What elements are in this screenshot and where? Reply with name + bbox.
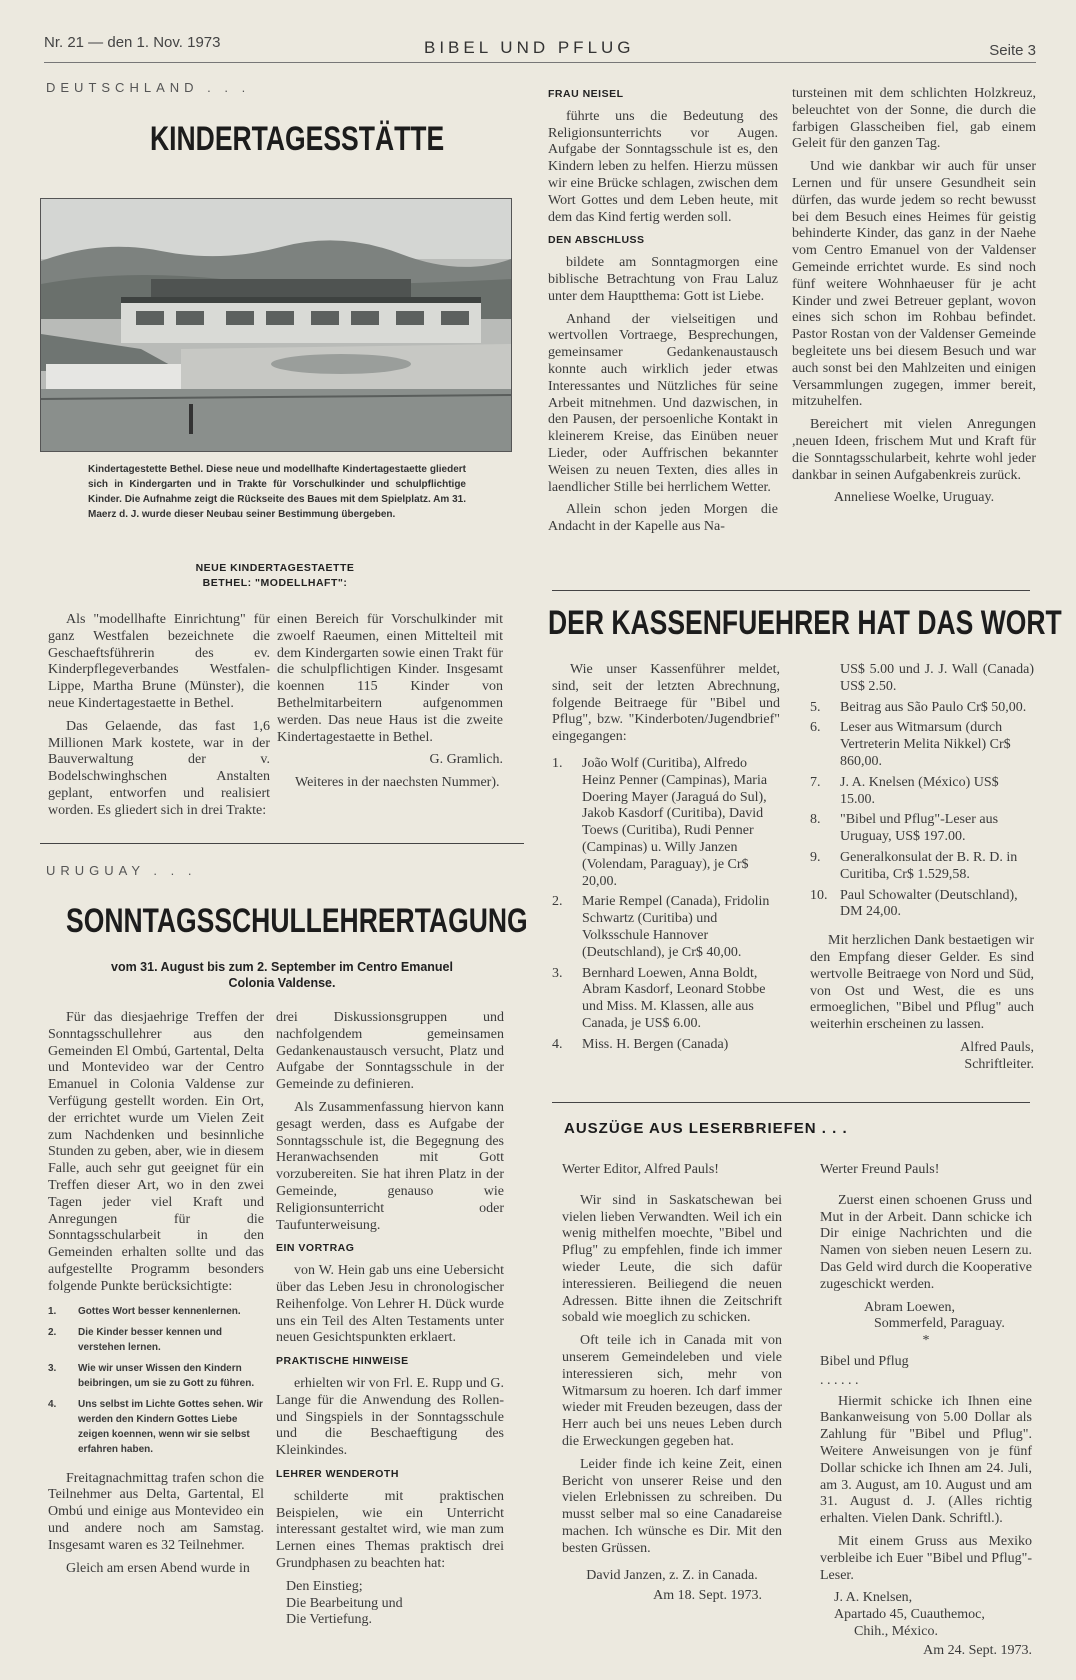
list-item: 3. Bernhard Loewen, Anna Boldt, Abram Kasdorf, Leonard Stobbe und Miss. M. Klassen, alle aus Canada, je US$ 6.00. xyxy=(552,965,766,1031)
paragraph: Zuerst einen schoenen Gruss und Mut in der Arbeit. Dann schicke ich Dir einige Nachrichten und die Namen von sieben neuen Lesern zu. Das Geld wird durch die Kooperative zugeschickt werden. xyxy=(820,1192,1032,1292)
paragraph: tursteinen mit dem schlichten Holzkreuz, beleuchtet von der Sonne, die durch die farbigen Glasscheiben fiel, gab einem Geleit für den ganzen Tag. xyxy=(792,86,1036,152)
uruguay-column-4 xyxy=(792,86,1036,513)
letter-signature: Abram Loewen, xyxy=(864,1299,955,1315)
ellipsis: . . . . . . xyxy=(820,1372,859,1388)
headline-sonntagsschullehrertagung: SONNTAGSSCHULLEHRERTAGUNG xyxy=(66,902,528,940)
list-item: 2. Die Kinder besser kennen und verstehen lernen. xyxy=(48,1326,222,1353)
subhead-lehrer-wenderoth: LEHRER WENDEROTH xyxy=(276,1467,399,1480)
list-item: 6. Leser aus Witmarsum (durch Vertreterin Melita Nikkel) Cr$ 860,00. xyxy=(810,720,1011,769)
headline-kassenfuehrer: DER KASSENFUEHRER HAT DAS WORT xyxy=(548,604,1062,642)
subhead-vortrag: EIN VORTRAG xyxy=(276,1242,355,1255)
issue-date: Nr. 21 — den 1. Nov. 1973 xyxy=(44,34,221,51)
kita-column-right xyxy=(277,612,503,798)
letters-column-left xyxy=(562,1162,782,1611)
separator-star: * xyxy=(922,1333,930,1349)
phase-2: Die Bearbeitung und xyxy=(286,1595,403,1611)
kasse-column-left xyxy=(552,662,780,1058)
paragraph: einen Bereich für Vorschulkinder mit zwoelf Raeumen, einen Mittelteil mit dem Kindergarten sowie einen Trakt für die schulpflichtigen Kinder. Insgesamt koennen 115 Kinder von Bethelmitarbeitern aufgenommen werden. Das neue Haus ist die zweite Kindertagestaette in Bethel. xyxy=(277,612,503,745)
paragraph: Das Gelaende, das fast 1,6 Millionen Mark kostete, war in der Bauverwaltung der v. Bodelschwinghschen Anstalten geplant, entworfen und realisiert worden. Es gliedert sich in drei Trakte: xyxy=(48,718,270,818)
contribution-continuation: US$ 5.00 und J. J. Wall (Canada) US$ 2.50. xyxy=(840,662,1034,694)
letter-salutation: Werter Editor, Alfred Pauls! xyxy=(562,1162,719,1177)
paragraph: Mit herzlichen Dank bestaetigen wir den Empfang dieser Gelder. Es sind wertvolle Beitraege von Nord und Süd, von Ost und West, die es uns ermoeglichen, "Bibel und Pflug" auch weiterhin erscheinen zu lassen. xyxy=(810,933,1034,1033)
letter-date: Am 18. Sept. 1973. xyxy=(653,1588,762,1604)
paragraph: Allein schon jeden Morgen die Andacht in der Kapelle aus Na- xyxy=(548,502,778,535)
signature-woelke: Anneliese Woelke, Uruguay. xyxy=(833,490,995,506)
list-item: 1. Gottes Wort besser kennenlernen. xyxy=(48,1305,241,1317)
dateline-line-2: Colonia Valdense. xyxy=(228,976,336,990)
paragraph: schilderte mit praktischen Beispielen, wie ein Unterricht interessant gestaltet wird, wie man zum Lernen eines Themas praktisch drei Grundphasen zu beachten hat: xyxy=(276,1488,504,1571)
rubric-deutschland: DEUTSCHLAND . . . xyxy=(46,80,251,95)
letter-signature: David Janzen, z. Z. in Canada. xyxy=(586,1567,758,1583)
paragraph: Oft teile ich in Canada mit von unserem Gemeindeleben und viele interessieren sich, mehr von Witmarsum zu hoeren. Ich darf immer wieder mit Freuden bezeugen, dass der Herr auch bei uns neues Leben durch die Erweckungen gegeben hat. xyxy=(562,1333,782,1449)
paragraph: Und wie dankbar wir auch für unser Lernen und für unsere Gesundheit sein dürfen, das wurde jedem so recht bewusst bei dem Besuch eines Heimes für geistig behinderte Kinder, das ganz in der Naehe vom Centro Emanuel von der Valdenser Gemeinde errichtet wurde. Es sind noch fünf weitere Wohnhaeuser für je acht Kinder und zwei Betreuer geplant, wovon eines sich schon im Rohbau befindet. Pastor Rostan von der Valdenser Gemeinde begleitete uns bei diesem Besuch und war auch sonst bei den Mahlzeiten und einigen Versammlungen zugegen, immer bereit, mitzuhelfen. xyxy=(792,159,1036,410)
page-header xyxy=(44,34,1036,63)
dateline xyxy=(40,959,524,991)
list-item: 5. Beitrag aus São Paulo Cr$ 50,00. xyxy=(810,699,1027,715)
signature-pauls: Alfred Pauls, xyxy=(960,1039,1034,1055)
paragraph: Hiermit schicke ich Ihnen eine Bankanweisung von 5.00 Dollar als Zahlung für "Bibel und Pflug". Weitere Anweisungen von je fünf Dollar schicke ich Ihnen am 24. Juli, am 3. August, am 10. August und am 31. August d. J. (Alles richtig erhalten. Vielen Dank. Schriftl.). xyxy=(820,1393,1032,1527)
letters-column-right xyxy=(820,1162,1032,1666)
phase-3: Die Vertiefung. xyxy=(286,1612,373,1628)
uruguay-column-1 xyxy=(48,1010,264,1583)
paragraph: Für das diesjaehrige Treffen der Sonntagsschullehrer aus den Gemeinden El Ombú, Gartental, Delta und Montevideo war der Centro Emanuel in Colonia Valdense zur Verfügung gestellt worden. Ein Ort, der errichtet wurde um Vielen Zeit zum Nachdenken und besinnliche Stunden zu geben, aber, wie in diesem Falle, auch sehr gut geeignet für ein Treffen dieser Art, wo in den zwei Tagen jeder viel Kraft und Anregungen für die Sonntagsschularbeit in den Gemeinden erhalten sollte und das aufgestellte Programm besonders folgende Punkte berücksichtigte: xyxy=(48,1010,264,1294)
list-item: 9. Generalkonsulat der B. R. D. in Curitiba, Cr$ 1.529,58. xyxy=(810,849,1018,882)
list-item: 7. J. A. Knelsen (México) US$ 15.00. xyxy=(810,774,999,807)
list-item: 1. João Wolf (Curitiba), Alfredo Heinz Penner (Campinas), Maria Doering Mayer (Jaraguá do Sul), Jakob Kasdorf (Curitiba), David Toews (Curitiba), Rudi Penner (Campinas) u. Willy Janzen (Volendam, Paraguay), je Cr$ 20,00. xyxy=(552,755,768,889)
dateline-line-1: vom 31. August bis zum 2. September im Centro Emanuel xyxy=(111,960,453,974)
letter-signature: J. A. Knelsen, xyxy=(834,1590,913,1606)
paragraph: Als "modellhafte Einrichtung" für ganz Westfalen bezeichnete die Geschaeftsführerin des ev. Kinderpflegeverbandes Westfalen-Lippe, Martha Brune (Münster), die neue Kindertagestaette in Bethel. xyxy=(48,612,270,711)
letter-date: Am 24. Sept. 1973. xyxy=(923,1642,1032,1658)
letter-address: Chih., México. xyxy=(854,1623,938,1639)
paragraph: von W. Hein gab uns eine Uebersicht über das Leben Jesu in chronologischer Reihenfolge. Von Lehrer H. Dück wurde uns ein Teil des Alten Testaments unter neuen Gesichtspunkten erklaert. xyxy=(276,1263,504,1346)
building-photo-image xyxy=(41,199,511,451)
uruguay-column-2 xyxy=(276,1010,504,1629)
subhead-abschluss: DEN ABSCHLUSS xyxy=(548,234,645,247)
section-divider xyxy=(40,843,524,844)
contributions-list-right xyxy=(810,700,1034,922)
list-item: 3. Wie wir unser Wissen den Kindern beibringen, um sie zu Gott zu führen. xyxy=(48,1362,255,1389)
list-item: 8. "Bibel und Pflug"-Leser aus Uruguay, US$ 197.00. xyxy=(810,812,999,845)
paragraph: Bereichert mit vielen Anregungen ,neuen Ideen, frischem Mut und Kraft für die Sonntagsschularbeit, kehrte wohl jeder dankbar in seinen Aufgabenkreis zurück. xyxy=(792,417,1036,483)
list-item: 4. Miss. H. Bergen (Canada) xyxy=(552,1036,729,1052)
letter-address: Apartado 45, Cuauthemoc, xyxy=(834,1607,985,1623)
phase-1: Den Einstieg; xyxy=(286,1578,363,1594)
headline-kindertagesstaette: KINDERTAGESSTÄTTE xyxy=(150,120,445,158)
paragraph: Leider finde ich keine Zeit, einen Bericht von unserer Reise und den vielen Erlebnissen zu schreiben. Du musst selber mal so eine Canadareise machen. Ich wünsche es Dir. Mit den besten Grüssen. xyxy=(562,1456,782,1556)
page-number: Seite 3 xyxy=(989,42,1036,59)
subhead-neue-kita xyxy=(40,562,510,589)
paragraph: Gleich am ersen Abend wurde in xyxy=(66,1560,250,1576)
subhead-frau-neisel: FRAU NEISEL xyxy=(548,88,624,100)
subhead-line-2: BETHEL: "MODELLHAFT": xyxy=(202,577,348,589)
subhead-line-1: NEUE KINDERTAGESTAETTE xyxy=(195,562,355,574)
paragraph: führte uns die Bedeutung des Religionsunterrichts vor Augen. Aufgabe der Sonntagsschule ist es, den Kindern leben zu helfen. Hierzu müssen wir eine Brücke schlagen, zwischen dem Wort Gottes und dem Leben heute, mit dem das Kind fertig werden soll. xyxy=(548,108,778,225)
paragraph: Mit einem Gruss aus Mexiko verbleibe ich Euer "Bibel und Pflug"-Leser. xyxy=(820,1533,1032,1583)
paragraph: drei Diskussionsgruppen und nachfolgendem gemeinsamen Gedankenaustausch versucht, Platz und Aufgabe der Sonntagsschule in der Gemeinde zu definieren. xyxy=(276,1010,504,1093)
program-points xyxy=(48,1304,264,1457)
signature-title: Schriftleiter. xyxy=(964,1056,1034,1072)
building-photo xyxy=(40,198,512,452)
paragraph: Wir sind in Saskatschewan bei vielen lieben Verwandten. Weil ich ein wenig mithelfen moechte, "Bibel und Pflug" zu empfehlen, finde ich immer wieder Leute, die sich dafür interessieren. Beiliegend die neuen Adressen. Bitte ihnen die Zeitschrift sobald wie moeglich zu schicken. xyxy=(562,1192,782,1326)
paragraph: erhielten wir von Frl. E. Rupp und G. Lange für die Anwendung des Rollen- und Singspiels in der Sonntagsschule und die Beschaeftigung des Kleinkindes. xyxy=(276,1375,504,1459)
signature-gramlich: G. Gramlich. xyxy=(429,752,503,768)
contributions-list-left xyxy=(552,756,780,1054)
paragraph: Wie unser Kassenführer meldet, sind, seit der letzten Abrechnung, folgende Beitraege für "Bibel und Pflug", bzw. "Kinderboten/Jugendbrief" eingegangen: xyxy=(552,662,780,745)
paragraph: bildete am Sonntagmorgen eine biblische Betrachtung von Frau Laluz unter dem Hauptthema: Gott ist Liebe. xyxy=(548,255,778,304)
list-item: 4. Uns selbst im Lichte Gottes sehen. Wir werden den Kindern Gottes Liebe zeigen koennen, wenn wir sie selbst erfahren haben. xyxy=(48,1398,263,1455)
rubric-uruguay: URUGUAY . . . xyxy=(46,863,197,878)
list-item: 2. Marie Rempel (Canada), Fridolin Schwartz (Curitiba) und Volksschule Hannover (Deutschland), je Cr$ 40,00. xyxy=(552,894,770,960)
paragraph: Anhand der vielseitigen und wertvollen Vortraege, Besprechungen, gemeinsamer Gedankenaustausch konnte auch wirklich jeder etwas Interessantes und Nützliches für seine Arbeit mitnehmen. Und dazwischen, in den Pausen, der persoenliche Kontakt in kleinerem Kreise, das Einüben neuer Lieder, oder Auffrischen bekannter Weisen zu neuen Texten, dies alles in laendlicher Stille bei herrlichem Wetter. xyxy=(548,311,778,495)
headline-leserbriefe: AUSZÜGE AUS LESERBRIEFEN . . . xyxy=(564,1120,848,1137)
section-divider xyxy=(552,1102,1030,1103)
photo-caption: Kindertagestette Bethel. Diese neue und modellhafte Kindertagestaette gliedert sich in Kindergarten und in Trakte für Vorschulkinder und schulpflichtige Kinder. Die Aufnahme zeigt die Rückseite des Baues mit dem Spielplatz. Am 31. Maerz d. J. wurde dieser Neubau seiner Bestimmung übergeben. xyxy=(88,464,466,520)
kita-column-left xyxy=(48,612,270,826)
paragraph: Weiteres in der naechsten Nummer). xyxy=(295,775,500,791)
letter-salutation: Werter Freund Pauls! xyxy=(820,1162,940,1177)
section-divider xyxy=(552,590,1030,591)
paragraph: Freitagnachmittag trafen schon die Teilnehmer aus Delta, Gartental, El Ombú und einige aus Montevideo ein und andere noch am Samstag. Insgesamt waren es 32 Teilnehmer. xyxy=(48,1470,264,1553)
letter-signature-place: Sommerfeld, Paraguay. xyxy=(874,1316,1005,1332)
uruguay-column-3 xyxy=(548,86,778,542)
kasse-column-right xyxy=(810,662,1034,1074)
subhead-praktische-hinweise: PRAKTISCHE HINWEISE xyxy=(276,1355,409,1368)
masthead-title: BIBEL UND PFLUG xyxy=(424,38,635,57)
letter-salutation: Bibel und Pflug xyxy=(820,1353,909,1369)
paragraph: Als Zusammenfassung hiervon kann gesagt werden, dass es Aufgabe der Sonntagsschule ist, die Begegnung des Heranwachsenden mit Gott vorzubereiten. Sie hat ihren Platz in der Gemeinde, genauso wie Religionsunterricht oder Taufunterweisung. xyxy=(276,1099,504,1233)
list-item: 10. Paul Schowalter (Deutschland), DM 24,00. xyxy=(810,887,1018,920)
